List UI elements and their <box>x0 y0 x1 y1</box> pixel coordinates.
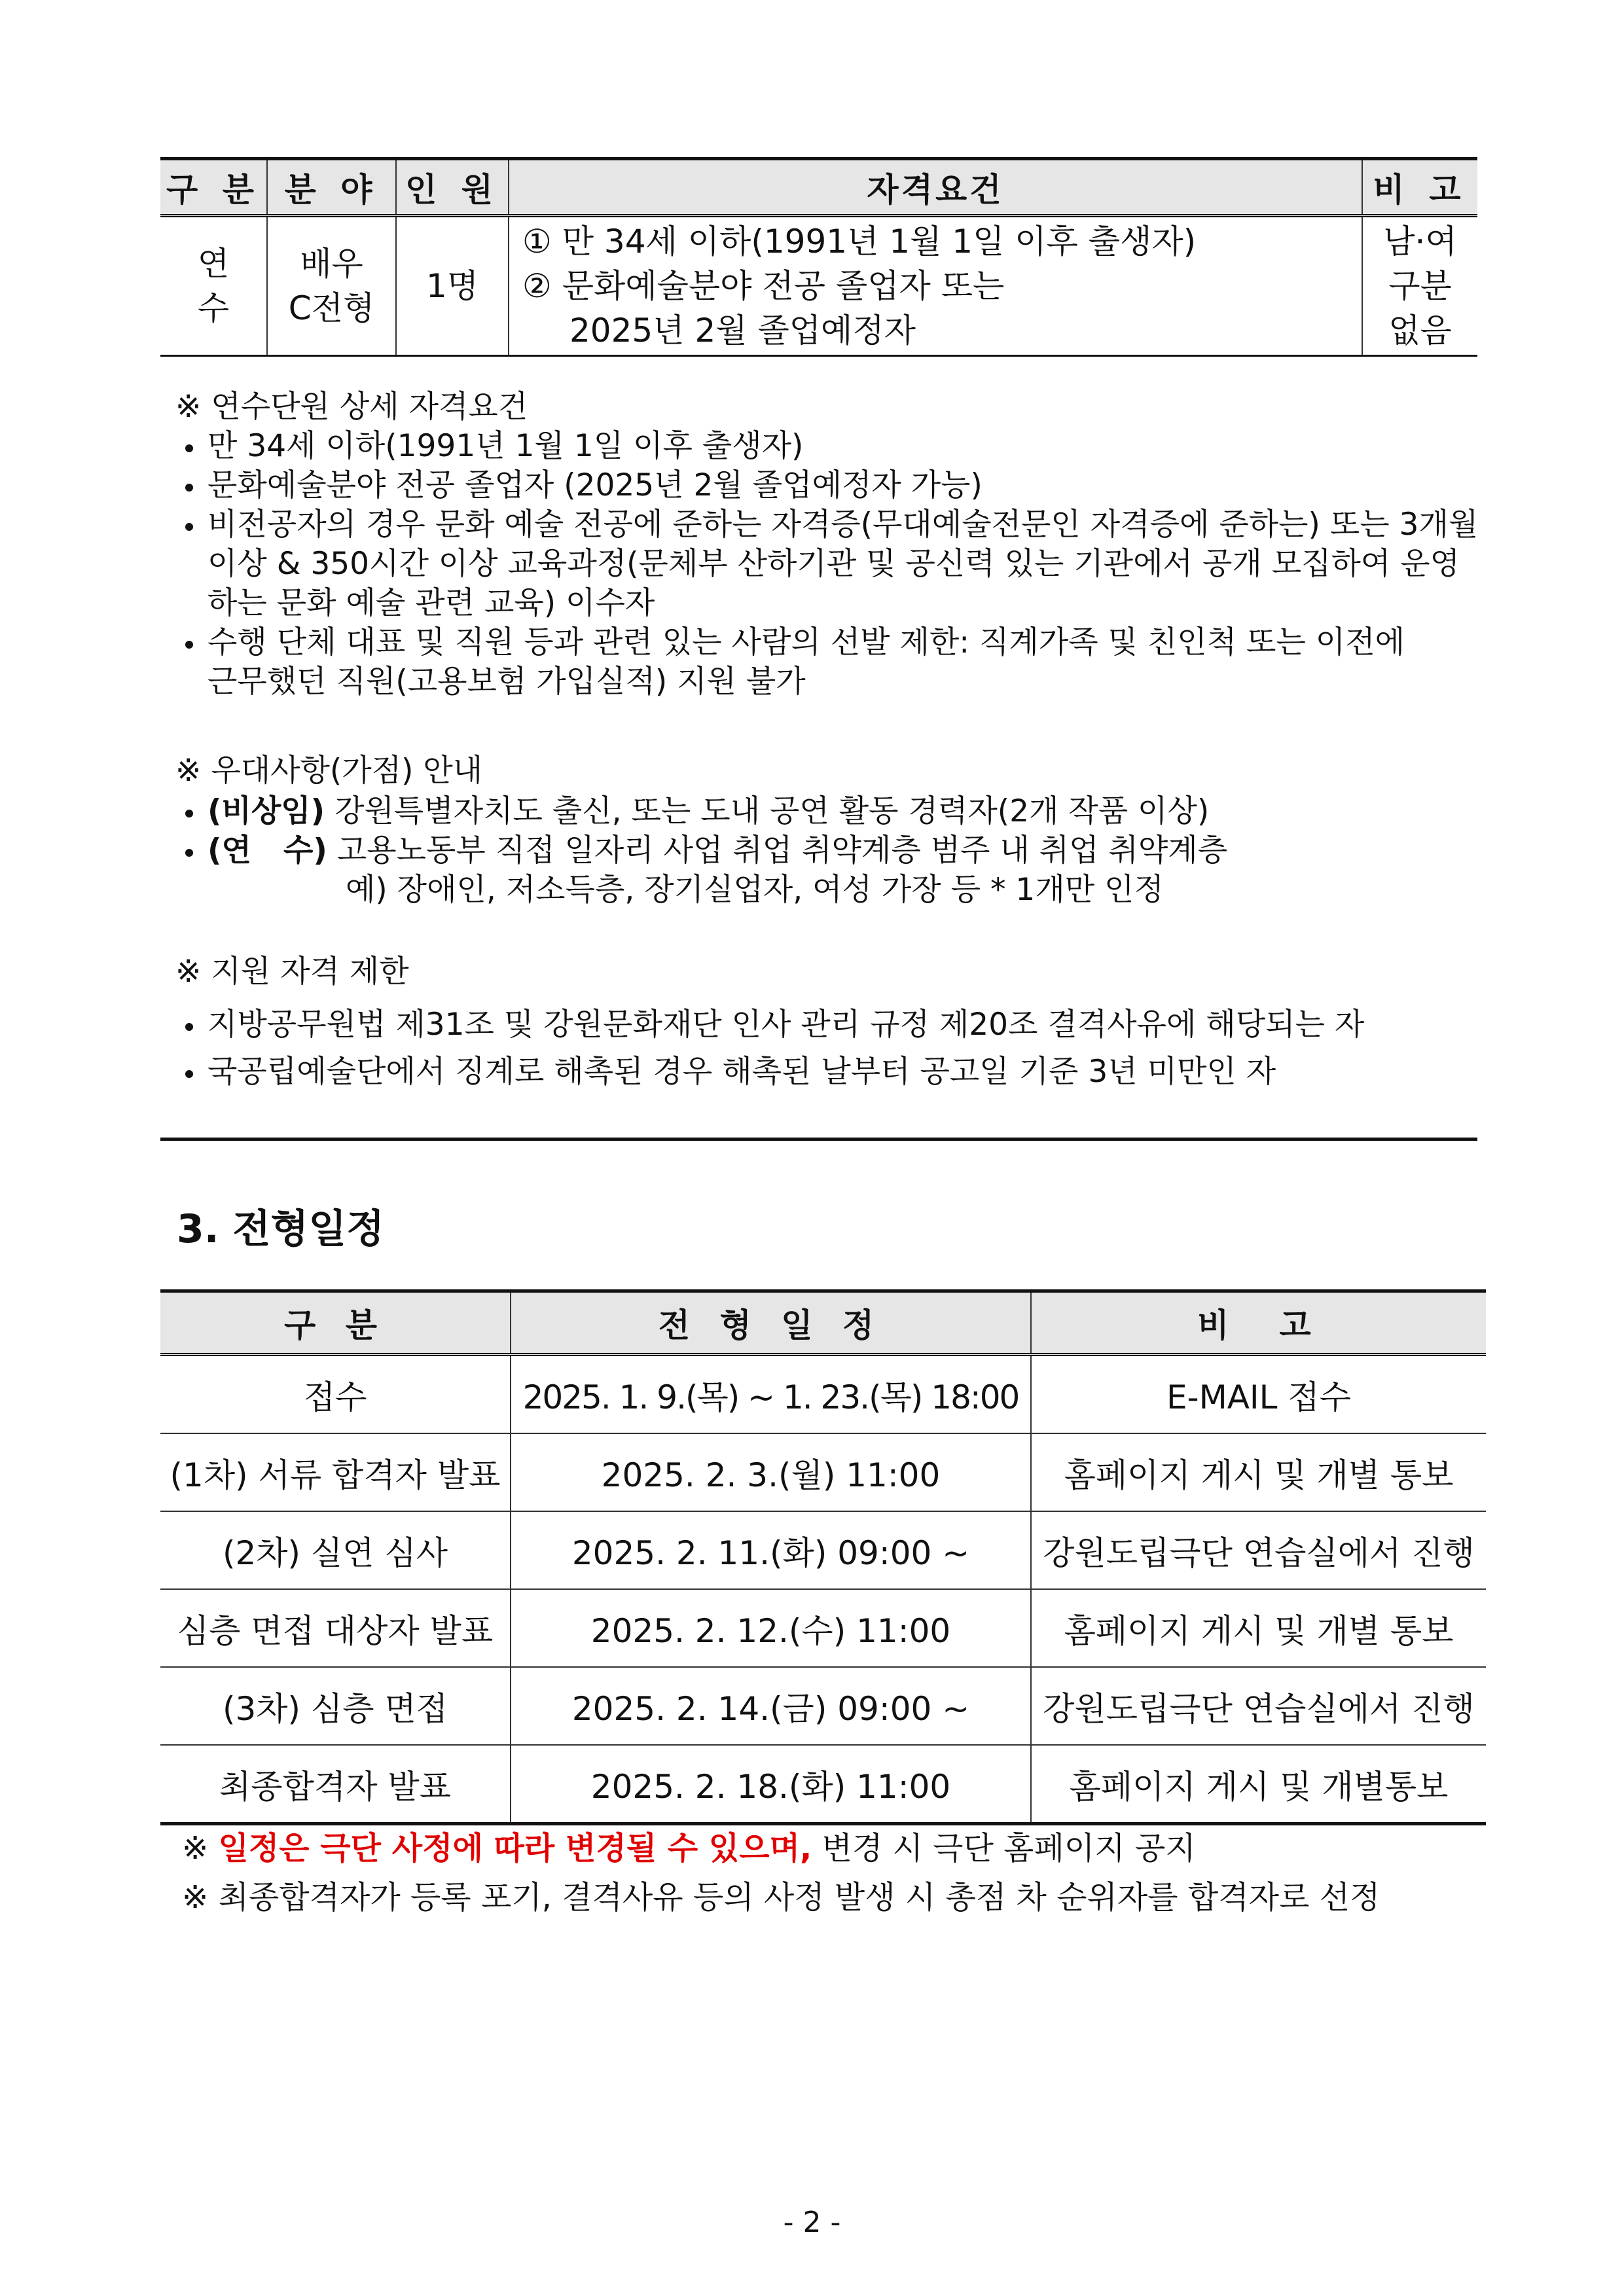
list-item: 지방공무원법 제31조 및 강원문화재단 인사 관리 규정 제20조 결격사유에 해당되는 자 <box>185 1001 1364 1049</box>
header-note: 비 고 <box>1031 1291 1486 1355</box>
page-number: - 2 - <box>783 2206 841 2239</box>
list-item: 비전공자의 경우 문화 예술 전공에 준하는 자격증(무대예술전문인 자격증에 준하는) 또는 3개월 <box>185 505 1478 545</box>
table-row: 접수 2025. 1. 9.(목) ~ 1. 23.(목) 18:00 E-MAIL 접수 <box>160 1355 1486 1434</box>
list-item: (비상임) 강원특별자치도 출신, 또는 도내 공연 활동 경력자(2개 작품 이상) <box>185 792 1227 831</box>
qualification-row <box>160 216 1477 356</box>
cell-field: 배우 C전형 <box>267 216 396 356</box>
table-row: (1차) 서류 합격자 발표 2025. 2. 3.(월) 11:00 홈페이지 게시 및 개별 통보 <box>160 1433 1486 1511</box>
schedule-note-change: ※ 일정은 극단 사정에 따라 변경될 수 있으며, 변경 시 극단 홈페이지 공지 <box>182 1830 1196 1867</box>
schedule-note-final: ※ 최종합격자가 등록 포기, 결격사유 등의 사정 발생 시 총점 차 순위자를 합격자로 선정 <box>182 1879 1380 1916</box>
detail-title: ※ 연수단원 상세 자격요건 <box>175 389 528 425</box>
header-category: 구 분 <box>160 1291 511 1355</box>
section-divider <box>160 1138 1477 1141</box>
restriction-list <box>185 1001 1364 1096</box>
header-requirements: 자격요건 <box>509 159 1362 216</box>
cell-note: 남·여 구분 없음 <box>1362 216 1477 356</box>
list-item: 만 34세 이하(1991년 1월 1일 이후 출생자) <box>185 427 1478 466</box>
header-schedule: 전 형 일 정 <box>511 1291 1031 1355</box>
list-item: 국공립예술단에서 징계로 해촉된 경우 해촉된 날부터 공고일 기준 3년 미만인 자 <box>185 1049 1364 1096</box>
cell-requirements: ① 만 34세 이하(1991년 1월 1일 이후 출생자) ② 문화예술분야 전공 졸업자 또는 2025년 2월 졸업예정자 <box>509 216 1362 356</box>
preference-list: (비상임) 강원특별자치도 출신, 또는 도내 공연 활동 경력자(2개 작품 이상) (연 수) 고용노동부 직접 일자리 사업 취업 취약계층 범주 내 취업 취약계층 예) 장애인, 저소득층, 장기실업자, 여성 가장 등 * 1개만 인정 <box>185 792 1227 910</box>
header-field: 분 야 <box>267 159 396 216</box>
header-category: 구 분 <box>160 159 267 216</box>
cell-category: 연 수 <box>160 216 267 356</box>
preference-title: ※ 우대사항(가점) 안내 <box>175 753 483 789</box>
list-item: (연 수) 고용노동부 직접 일자리 사업 취업 취약계층 범주 내 취업 취약계층 <box>185 831 1227 870</box>
restriction-title: ※ 지원 자격 제한 <box>175 954 409 990</box>
table-row: 최종합격자 발표 2025. 2. 18.(화) 11:00 홈페이지 게시 및 개별통보 <box>160 1745 1486 1824</box>
table-row: 심층 면접 대상자 발표 2025. 2. 12.(수) 11:00 홈페이지 게시 및 개별 통보 <box>160 1589 1486 1667</box>
qualification-header-row <box>160 159 1477 216</box>
detail-list: 만 34세 이하(1991년 1월 1일 이후 출생자) 문화예술분야 전공 졸업자 (2025년 2월 졸업예정자 가능) 비전공자의 경우 문화 예술 전공에 준하는 자격증(무대예술전문인 자격증에 준하는) 또는 3개월 이상 & 350시간 이상 교육과정(문체부 산하기관 및 공신력 있는 기관에서 공개 모집하여 운영 하는 문화 예술 관련 교육) 이수자 수행 단체 대표 및 직원 등과 관련 있는 사람의 선발 제한: 직계가족 및 친인척 또는 이전에 근무했던 직원(고용보험 가입실적) 지원 불가 <box>185 427 1478 702</box>
section-title: 3. 전형일정 <box>177 1206 385 1252</box>
list-item: 문화예술분야 전공 졸업자 (2025년 2월 졸업예정자 가능) <box>185 466 1478 505</box>
table-row: (2차) 실연 심사 2025. 2. 11.(화) 09:00 ~ 강원도립극단 연습실에서 진행 <box>160 1511 1486 1589</box>
qualification-table <box>160 157 1477 357</box>
cell-count: 1명 <box>396 216 509 356</box>
schedule-header-row <box>160 1291 1486 1355</box>
header-note: 비 고 <box>1362 159 1477 216</box>
header-count: 인 원 <box>396 159 509 216</box>
table-row: (3차) 심층 면접 2025. 2. 14.(금) 09:00 ~ 강원도립극단 연습실에서 진행 <box>160 1667 1486 1745</box>
list-item: 수행 단체 대표 및 직원 등과 관련 있는 사람의 선발 제한: 직계가족 및 친인척 또는 이전에 <box>185 623 1478 662</box>
schedule-table <box>160 1289 1486 1825</box>
